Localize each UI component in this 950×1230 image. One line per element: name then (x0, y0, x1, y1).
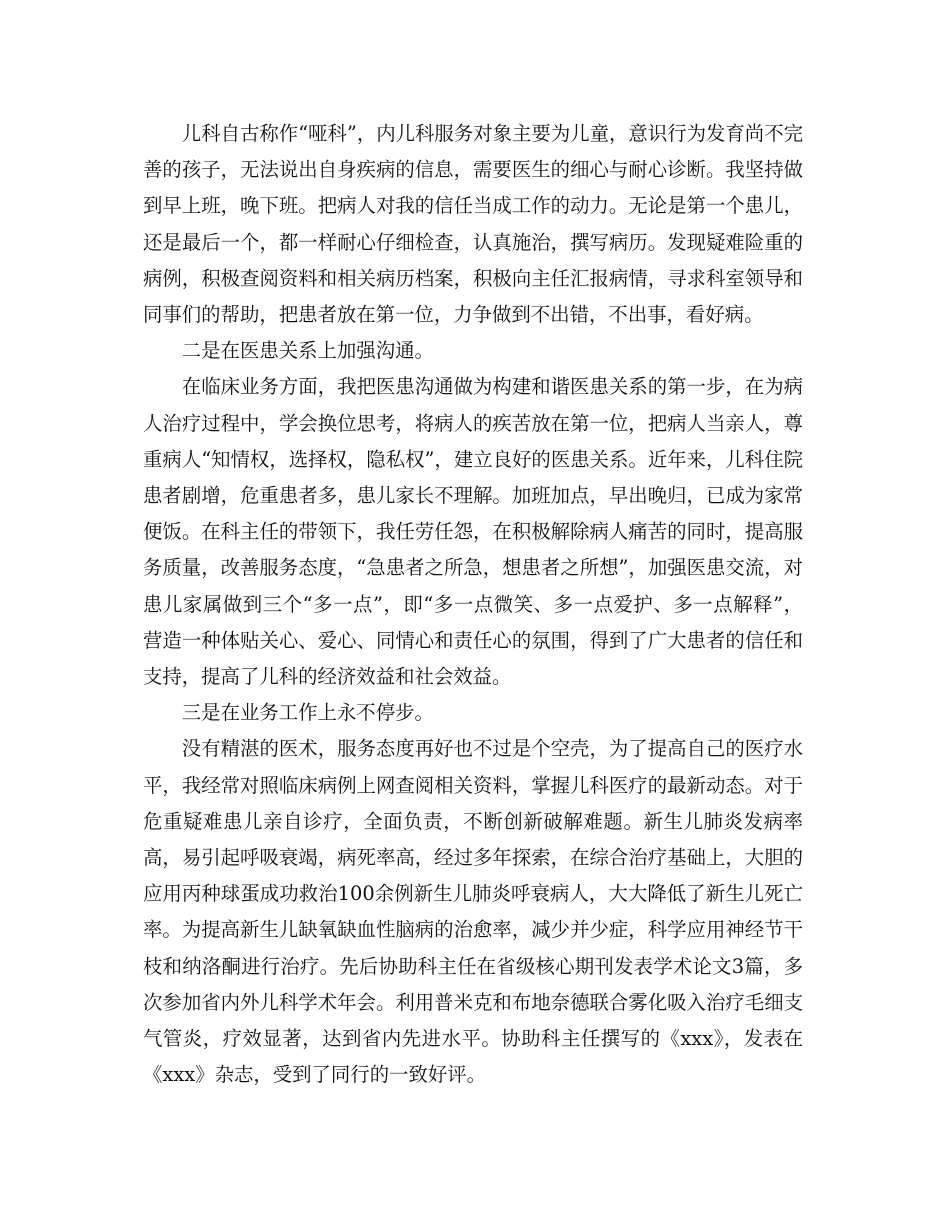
paragraph-professional-work: 没有精湛的医术，服务态度再好也不过是个空壳，为了提高自己的医疗水平，我经常对照临床病例上网查阅相关资料，掌握儿科医疗的最新动态。对于危重疑难患儿亲自诊疗，全面负责，不断创新破解难题。新生儿肺炎发病率高，易引起呼吸衰竭，病死率高，经过多年探索，在综合治疗基础上，大胆的应用丙种球蛋成功救治100余例新生儿肺炎呼衰病人，大大降低了新生儿死亡率。为提高新生儿缺氧缺血性脑病的治愈率，减少并少症，科学应用神经节干枝和纳洛酮进行治疗。先后协助科主任在省级核心期刊发表学术论文3篇，多次参加省内外儿科学术年会。利用普米克和布地奈德联合雾化吸入治疗毛细支气管炎，疗效显著，达到省内先进水平。协助科主任撰写的《xxx》，发表在《xxx》杂志，受到了同行的一致好评。 (143, 737, 803, 1087)
paragraph-communication: 在临床业务方面，我把医患沟通做为构建和谐医患关系的第一步，在为病人治疗过程中，学会换位思考，将病人的疾苦放在第一位，把病人当亲人，尊重病人“知情权，选择权，隐私权”，建立良好的医患关系。近年来，儿科住院患者剧增，危重患者多，患儿家长不理解。加班加点，早出晚归，已成为家常便饭。在科主任的带领下，我任劳任怨，在积极解除病人痛苦的同时，提高服务质量，改善服务态度，“急患者之所急，想患者之所想”，加强医患交流，对患儿家属做到三个“多一点”，即“多一点微笑、多一点爱护、多一点解释”，营造一种体贴关心、爱心、同情心和责任心的氛围，得到了广大患者的信任和支持，提高了儿科的经济效益和社会效益。 (143, 375, 803, 689)
heading-communication: 二是在医患关系上加强沟通。 (181, 339, 434, 363)
paragraph-pediatrics-intro: 儿科自古称作“哑科”，内儿科服务对象主要为儿童，意识行为发育尚不完善的孩子，无法说出自身疾病的信息，需要医生的细心与耐心诊断。我坚持做到早上班，晚下班。把病人对我的信任当成工作的动力。无论是第一个患儿，还是最后一个，都一样耐心仔细检查，认真施治，撰写病历。发现疑难险重的病例，积极查阅资料和相关病历档案，积极向主任汇报病情，寻求科室领导和同事们的帮助，把患者放在第一位，力争做到不出错，不出事，看好病。 (143, 122, 803, 327)
heading-professional-work: 三是在业务工作上永不停步。 (181, 701, 434, 725)
document-body (143, 116, 803, 1093)
